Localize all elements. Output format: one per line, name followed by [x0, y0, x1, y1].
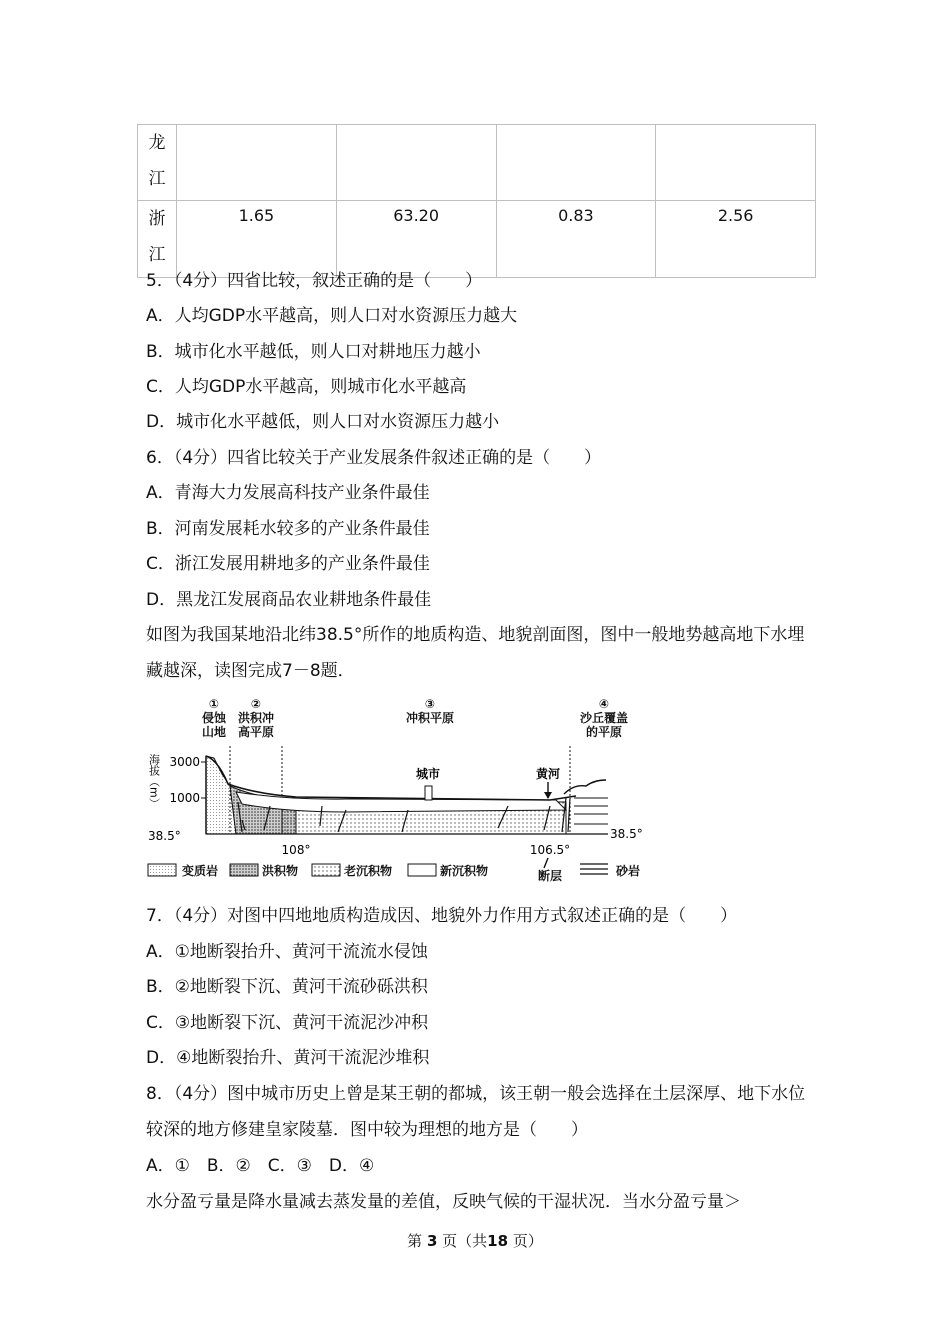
y-axis-label: 海拔（m） [147, 754, 161, 809]
question-6-option-c: C．浙江发展用耕地多的产业条件最佳 [146, 554, 430, 574]
geologic-cross-section-figure [146, 694, 666, 884]
legend-fault: 断层 [538, 869, 563, 883]
province-name: 龙 江 [148, 133, 166, 189]
table-cell: 63.20 [336, 201, 496, 278]
table-row [138, 201, 816, 278]
question-5-option-c: C．人均GDP水平越高，则城市化水平越高 [146, 377, 467, 397]
question-6-option-a: A．青海大力发展高科技产业条件最佳 [146, 483, 430, 503]
table-cell [656, 125, 816, 201]
footer-total-pages: 18 [487, 1232, 509, 1250]
zone-label-2: ② 洪积冲高平原 [237, 697, 275, 739]
zone-label-4: ④ 沙丘覆盖的平原 [579, 697, 629, 739]
question-7-option-a: A．①地断裂抬升、黄河干流流水侵蚀 [146, 942, 428, 962]
y-tick-3000: 3000 [169, 755, 200, 769]
table-cell: 1.65 [177, 201, 337, 278]
question-8-options: A．① B．② C．③ D．④ [146, 1156, 375, 1176]
zone-label-1: ① 侵蚀山地 [201, 697, 227, 739]
river-label: 黄河 [535, 767, 561, 781]
footer-page-number: 3 [426, 1232, 438, 1250]
intro-paragraph-7-8: 如图为我国某地沿北纬38.5°所作的地质构造、地貌剖面图，图中一般地势越高地下水埋藏越深，读图完成7－8题． [146, 625, 805, 681]
table-row [138, 125, 816, 201]
latitude-left: 38.5° [148, 829, 181, 843]
longitude-tick-106-5: 106.5° [529, 843, 571, 857]
question-5-option-a: A．人均GDP水平越高，则人口对水资源压力越大 [146, 306, 518, 326]
table-cell [496, 125, 656, 201]
zone-label-3: ③ 冲积平原 [405, 697, 455, 725]
table-cell: 0.83 [496, 201, 656, 278]
trailing-paragraph: 水分盈亏量是降水量减去蒸发量的差值，反映气候的干湿状况．当水分盈亏量＞ [146, 1192, 741, 1212]
table-cell [336, 125, 496, 201]
footer-prefix: 第 [407, 1232, 423, 1250]
legend-sandstone: 砂岩 [616, 864, 641, 878]
legend-new-sediment: 新沉积物 [440, 864, 489, 878]
footer-middle: 页（共 [442, 1232, 488, 1250]
question-7-option-d: D．④地断裂抬升、黄河干流泥沙堆积 [146, 1048, 430, 1068]
question-6-option-d: D．黑龙江发展商品农业耕地条件最佳 [146, 590, 432, 610]
question-6-option-b: B．河南发展耗水较多的产业条件最佳 [146, 519, 430, 539]
longitude-tick-108: 108° [281, 843, 311, 857]
table-cell: 2.56 [656, 201, 816, 278]
page-footer [0, 1230, 950, 1251]
province-name: 浙 江 [148, 209, 166, 265]
city-label: 城市 [415, 767, 441, 781]
latitude-right: 38.5° [610, 827, 643, 841]
legend-alluvial: 洪积物 [262, 864, 299, 878]
y-tick-1000: 1000 [169, 791, 200, 805]
province-cell [138, 201, 177, 278]
question-7-option-c: C．③地断裂下沉、黄河干流泥沙冲积 [146, 1013, 429, 1033]
question-6-stem: 6．（4分）四省比较关于产业发展条件叙述正确的是（ ） [146, 448, 602, 468]
question-8-stem: 8．（4分）图中城市历史上曾是某王朝的都城，该王朝一般会选择在土层深厚、地下水位较深的地方修建皇家陵墓．图中较为理想的地方是（ ） [146, 1084, 806, 1140]
question-5-option-b: B．城市化水平越低，则人口对耕地压力越小 [146, 342, 481, 362]
table-cell [177, 125, 337, 201]
province-cell [138, 125, 177, 201]
legend-old-sediment: 老沉积物 [344, 864, 393, 878]
question-5-option-d: D．城市化水平越低，则人口对水资源压力越小 [146, 412, 500, 432]
footer-suffix: 页） [512, 1232, 543, 1250]
legend-metamorphic: 变质岩 [182, 864, 219, 878]
question-5-stem: 5．（4分）四省比较，叙述正确的是（ ） [146, 271, 483, 291]
question-7-stem: 7．（4分）对图中四地地质构造成因、地貌外力作用方式叙述正确的是（ ） [146, 906, 738, 926]
province-data-table [137, 124, 816, 278]
question-7-option-b: B．②地断裂下沉、黄河干流砂砾洪积 [146, 977, 428, 997]
